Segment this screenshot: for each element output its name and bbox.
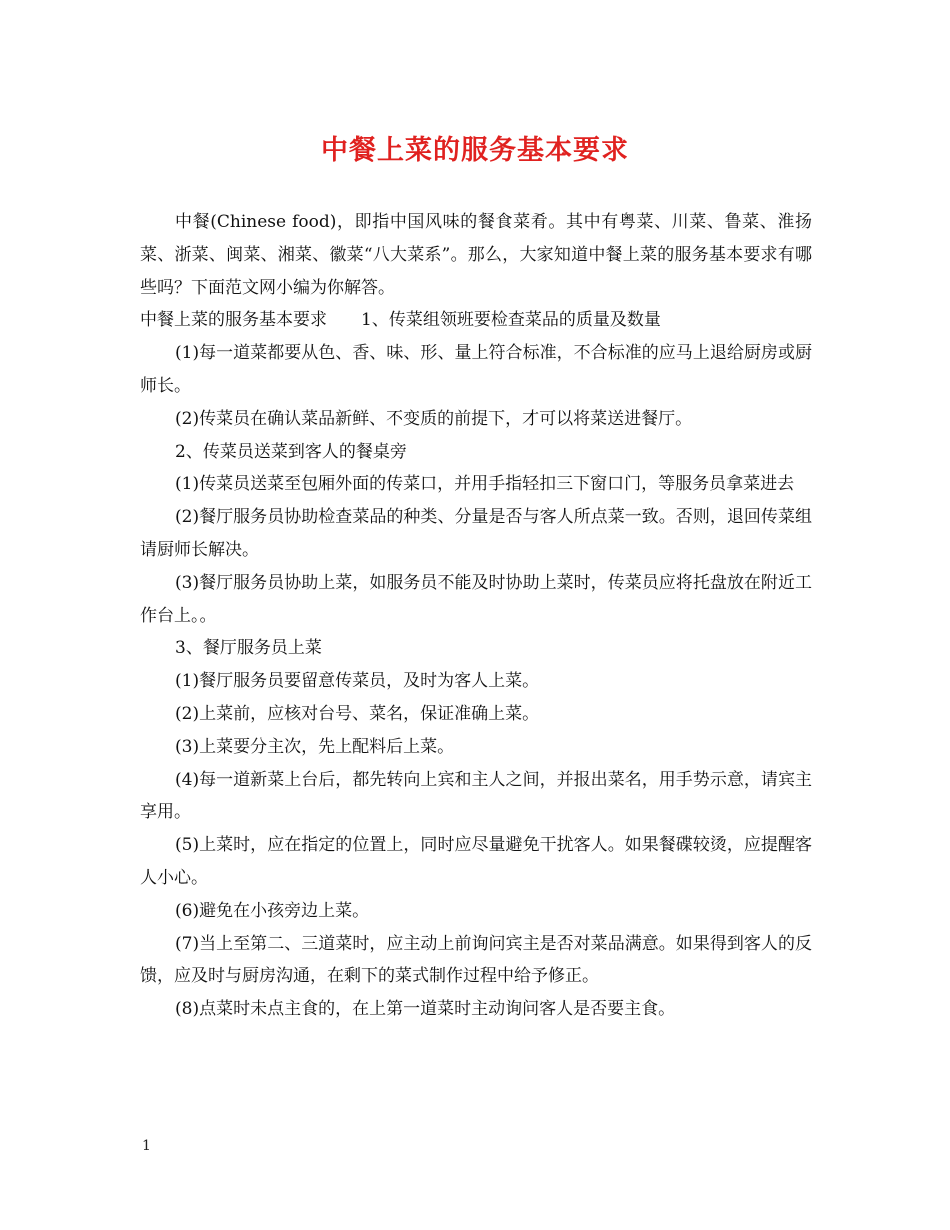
paragraph: (8)点菜时未点主食的，在上第一道菜时主动询问客人是否要主食。 xyxy=(175,999,676,1020)
paragraph: (3)上菜要分主次，先上配料后上菜。 xyxy=(175,736,455,757)
paragraph: (1)传菜员送菜至包厢外面的传菜口，并用手指轻扣三下窗口门，等服务员拿菜进去 xyxy=(175,474,795,495)
subheading: 3、餐厅服务员上菜 xyxy=(175,638,322,659)
paragraph: (3)餐厅服务员协助上菜，如服务员不能及时协助上菜时，传菜员应将托盘放在附近工作台上。。 xyxy=(140,572,812,626)
paragraph: (1)每一道菜都要从色、香、味、形、量上符合标准，不合标准的应马上退给厨房或厨师长。 xyxy=(140,343,812,396)
document-body xyxy=(140,206,812,1026)
page-title: 中餐上菜的服务基本要求 xyxy=(321,135,629,166)
paragraph: (1)餐厅服务员要留意传菜员，及时为客人上菜。 xyxy=(175,671,540,692)
paragraph: (2)上菜前，应核对台号、菜名，保证准确上菜。 xyxy=(175,703,540,724)
paragraph: (2)餐厅服务员协助检查菜品的种类、分量是否与客人所点菜一致。否则，退回传菜组请厨师长解决。 xyxy=(140,507,812,560)
paragraph: (4)每一道新菜上台后，都先转向上宾和主人之间，并报出菜名，用手势示意，请宾主享用。 xyxy=(140,769,812,823)
paragraph: (5)上菜时，应在指定的位置上，同时应尽量避免干扰客人。如果餐碟较烫，应提醒客人小心。 xyxy=(140,835,812,888)
subheading: 2、传菜员送菜到客人的餐桌旁 xyxy=(175,441,407,462)
page-number: 1 xyxy=(142,1138,151,1154)
paragraph: (2)传菜员在确认菜品新鲜、不变质的前提下，才可以将菜送进餐厅。 xyxy=(175,408,693,429)
paragraph: (6)避免在小孩旁边上菜。 xyxy=(175,900,370,921)
section-heading: 中餐上菜的服务基本要求 1、传菜组领班要检查菜品的质量及数量 xyxy=(140,310,661,331)
intro-paragraph: 中餐(Chinese food)，即指中国风味的餐食菜肴。其中有粤菜、川菜、鲁菜、淮扬菜、浙菜、闽菜、湘菜、徽菜“八大菜系”。那么，大家知道中餐上菜的服务基本要求有哪些吗？下面范文网小编为你解答。 xyxy=(140,212,812,298)
paragraph: (7)当上至第二、三道菜时，应主动上前询问宾主是否对菜品满意。如果得到客人的反馈，应及时与厨房沟通，在剩下的菜式制作过程中给予修正。 xyxy=(140,933,812,987)
